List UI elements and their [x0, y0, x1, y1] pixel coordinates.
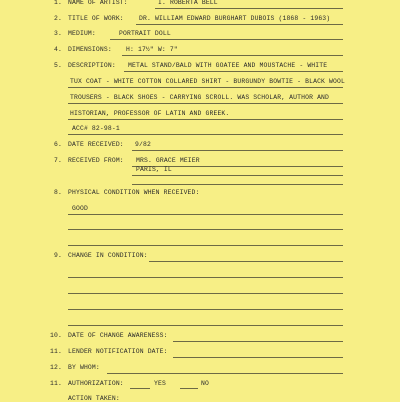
field-7-label: RECEIVED FROM:	[68, 157, 124, 164]
field-11-line	[173, 357, 343, 358]
field-14-label: ACTION TAKEN:	[68, 395, 120, 402]
field-6-label: DATE RECEIVED:	[68, 141, 124, 148]
field-4-number: 4.	[54, 46, 62, 53]
field-2-line	[136, 24, 343, 25]
description-line-1: METAL STAND/BALD WITH GOATEE AND MOUSTACHE - WHITE	[128, 62, 328, 69]
field-11-number: 11.	[50, 348, 62, 355]
field-5-number: 5.	[54, 62, 62, 69]
field-1-number: 1.	[54, 0, 62, 6]
field-9-line-4	[68, 309, 343, 310]
date-received-value: 9/82	[135, 141, 151, 148]
field-4-label: DIMENSIONS:	[68, 46, 112, 53]
field-5-line-3	[68, 103, 343, 104]
title-of-work-value: DR. WILLIAM EDWARD BURGHART DUBOIS (1868 - 1963)	[139, 15, 331, 22]
field-12-number: 12.	[50, 364, 62, 371]
field-7-line-2	[132, 175, 343, 176]
authorization-yes-blank	[130, 388, 150, 389]
field-7-number: 7.	[54, 157, 62, 164]
field-4-line	[122, 55, 343, 56]
physical-condition-value: GOOD	[72, 205, 88, 212]
field-13-number: 11.	[50, 380, 62, 387]
field-10-line	[173, 341, 343, 342]
field-6-line	[132, 150, 343, 151]
authorization-no-blank	[180, 388, 198, 389]
field-7-line-3	[132, 184, 343, 185]
field-3-number: 3.	[54, 30, 62, 37]
received-from-location: PARIS, IL	[136, 166, 172, 173]
dimensions-value: H: 17½" W: 7"	[126, 46, 178, 53]
field-13-label: AUTHORIZATION:	[68, 380, 124, 387]
field-12-label: BY WHOM:	[68, 364, 100, 371]
field-12-line	[107, 373, 343, 374]
description-line-4: HISTORIAN, PROFESSOR OF LATIN AND GREEK.	[70, 110, 230, 117]
field-9-line-1	[149, 261, 343, 262]
field-2-number: 2.	[54, 15, 62, 22]
artist-name-value: I. ROBERTA BELL	[158, 0, 218, 6]
field-3-line	[110, 39, 343, 40]
field-2-label: TITLE OF WORK:	[68, 15, 124, 22]
medium-value: PORTRAIT DOLL	[119, 30, 171, 37]
field-5-line-5	[68, 134, 343, 135]
field-5-line-4	[68, 119, 343, 120]
field-10-label: DATE OF CHANGE AWARENESS:	[68, 332, 168, 339]
field-11-label: LENDER NOTIFICATION DATE:	[68, 348, 168, 355]
authorization-no-label: NO	[201, 380, 209, 387]
field-9-line-2	[68, 277, 343, 278]
description-line-2: TUX COAT - WHITE COTTON COLLARED SHIRT - BURGUNDY BOWTIE - BLACK WOOL	[70, 78, 345, 85]
field-8-line-2	[68, 229, 343, 230]
description-line-3: TROUSERS - BLACK SHOES - CARRYING SCROLL. WAS SCHOLAR, AUTHOR AND	[70, 94, 330, 101]
field-9-line-3	[68, 293, 343, 294]
field-8-label: PHYSICAL CONDITION WHEN RECEIVED:	[68, 189, 200, 196]
field-5-line-2	[68, 87, 343, 88]
field-9-number: 9.	[54, 252, 62, 259]
field-6-number: 6.	[54, 141, 62, 148]
received-from-name: MRS. GRACE MEIER	[136, 157, 200, 164]
field-8-number: 8.	[54, 189, 62, 196]
accession-number: ACC# 82-98-1	[72, 125, 120, 132]
field-8-line-3	[68, 245, 343, 246]
authorization-yes-label: YES	[154, 380, 166, 387]
field-5-label: DESCRIPTION:	[68, 62, 116, 69]
field-3-label: MEDIUM:	[68, 30, 96, 37]
field-9-line-5	[68, 325, 343, 326]
field-5-line-1	[124, 71, 343, 72]
field-1-label: NAME OF ARTIST:	[68, 0, 128, 6]
field-8-line-1	[68, 214, 343, 215]
field-10-number: 10.	[50, 332, 62, 339]
field-1-line	[155, 8, 343, 9]
field-9-label: CHANGE IN CONDITION:	[68, 252, 148, 259]
